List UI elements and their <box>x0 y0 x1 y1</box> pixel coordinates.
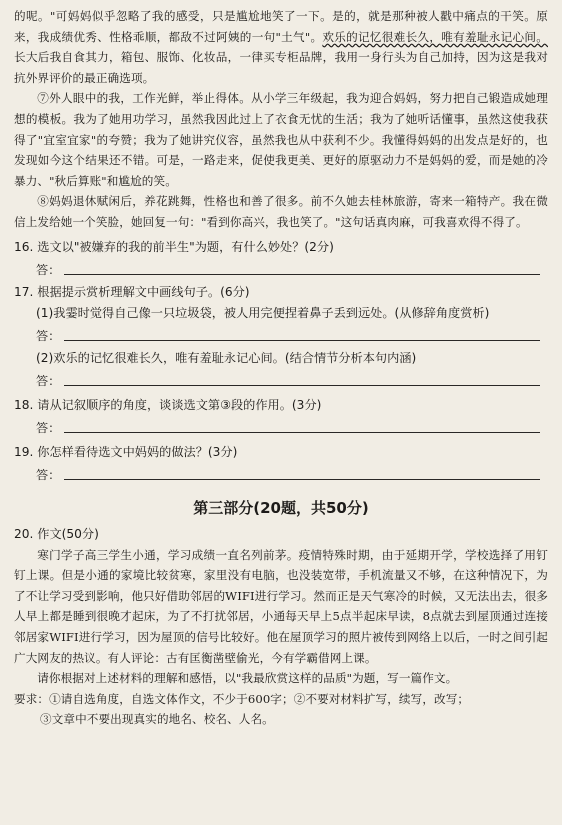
essay-prompt: 请你根据对上述材料的理解和感悟，以"我最欣赏这样的品质"为题，写一篇作文。 <box>37 671 458 686</box>
answer-label: 答： <box>36 328 61 343</box>
answer-line-17-1[interactable] <box>14 322 548 344</box>
passage-paragraph-7: ⑦外人眼中的我，工作光鲜，举止得体。从小学三年级起，我为迎合妈妈，努力把自己锻造成她理想的模板。我为了她用功学习，虽然我因此过上了衣食无忧的生活；我为了她听话懂事，虽然这使我获得了"宜室宜家"的夸赞；我为了她讲究仪容，虽然我也从中获利不少。我懂得妈妈的出发点是好的，也发现如今这个结果还不错。可是，一路走来，促使我更美、更好的原驱动力不是妈妈的爱，而是她的冷暴力、"秋后算账"和尴尬的笑。 <box>14 91 548 188</box>
answer-label: 答： <box>36 467 61 482</box>
essay-material: 寒门学子高三学生小通，学习成绩一直名列前茅。疫情特殊时期，由于延期开学，学校选择了用钉钉上课。但是小通的家境比较贫寒，家里没有电脑，也没装宽带，手机流量又不够，在这种情况下，为了不让学习受到影响，他只好借助邻居的WIFI进行学习。然而正是天气寒冷的时候，又无法出去，很多人早上都是睡到很晚才起床，为了不打扰邻居，小通每天早上5点半起床早读，8点就去到屋顶通过连接邻居家WIFI进行学习，因为屋顶的信号比较好。他在屋顶学习的照片被传到网络上以后，一时之间引起广大网友的热议。有人评论：古有匡衡凿壁偷光，今有学霸借网上课。 <box>14 547 548 665</box>
answer-line-17-2[interactable] <box>14 367 548 389</box>
answer-blank[interactable] <box>64 340 540 341</box>
answer-blank[interactable] <box>64 432 540 433</box>
essay-requirements-3: ③文章中不要出现真实的地名、校名、人名。 <box>40 712 274 727</box>
underlined-sentence: 欢乐的记忆很难长久，唯有羞耻永记心间。 <box>322 29 548 44</box>
essay-requirements-1: 要求：①请自选角度，自选文体作文，不少于600字；②不要对材料扩写，续写，改写； <box>14 691 470 706</box>
question-20: 20. 作文(50分) <box>14 526 99 541</box>
question-19: 19. 你怎样看待选文中妈妈的做法？(3分) <box>14 444 238 459</box>
passage-text: 的呢。"可妈妈似乎忽略了我的感受，只是尴尬地笑了一下。是的，就是那种被人戳中痛点的干笑。原来，我成绩优秀、性格乖顺，都敌不过阿姨的一句"土气"。 <box>14 9 548 44</box>
answer-line-19[interactable] <box>14 461 548 483</box>
passage-text: 长大后我自食其力，箱包、服饰、化妆品，一律买专柜品牌，我用一身行头为自己加持，因为这是我对抗外界评价的最正确选项。 <box>14 50 548 85</box>
question-16: 16. 选文以"被嫌弃的我的前半生"为题，有什么妙处？(2分) <box>14 239 334 254</box>
question-17-1: (1)我霎时觉得自己像一只垃圾袋，被人用完便捏着鼻子丢到远处。(从修辞角度赏析) <box>36 305 490 320</box>
answer-blank[interactable] <box>64 479 540 480</box>
answer-label: 答： <box>36 262 61 277</box>
passage-paragraph-8: ⑧妈妈退休赋闲后，养花跳舞，性格也和善了很多。前不久她去桂林旅游，寄来一箱特产。我在微信上发给她一个笑脸，她回复一句："看到你高兴，我也笑了。"这句话真肉麻，可我喜欢得不得了。 <box>14 194 548 229</box>
answer-line-18[interactable] <box>14 414 548 436</box>
answer-label: 答： <box>36 373 61 388</box>
passage-paragraph-6 <box>14 6 548 88</box>
question-18: 18. 请从记叙顺序的角度，谈谈选文第③段的作用。(3分) <box>14 397 322 412</box>
answer-label: 答： <box>36 420 61 435</box>
answer-line-16[interactable] <box>14 256 548 278</box>
question-17-2: (2)欢乐的记忆很难长久，唯有羞耻永记心间。(结合情节分析本句内涵) <box>36 350 417 365</box>
section-3-title: 第三部分(20题，共50分) <box>193 498 369 517</box>
answer-blank[interactable] <box>64 385 540 386</box>
answer-blank[interactable] <box>64 274 540 275</box>
question-17: 17. 根据提示赏析理解文中画线句子。(6分) <box>14 284 250 299</box>
